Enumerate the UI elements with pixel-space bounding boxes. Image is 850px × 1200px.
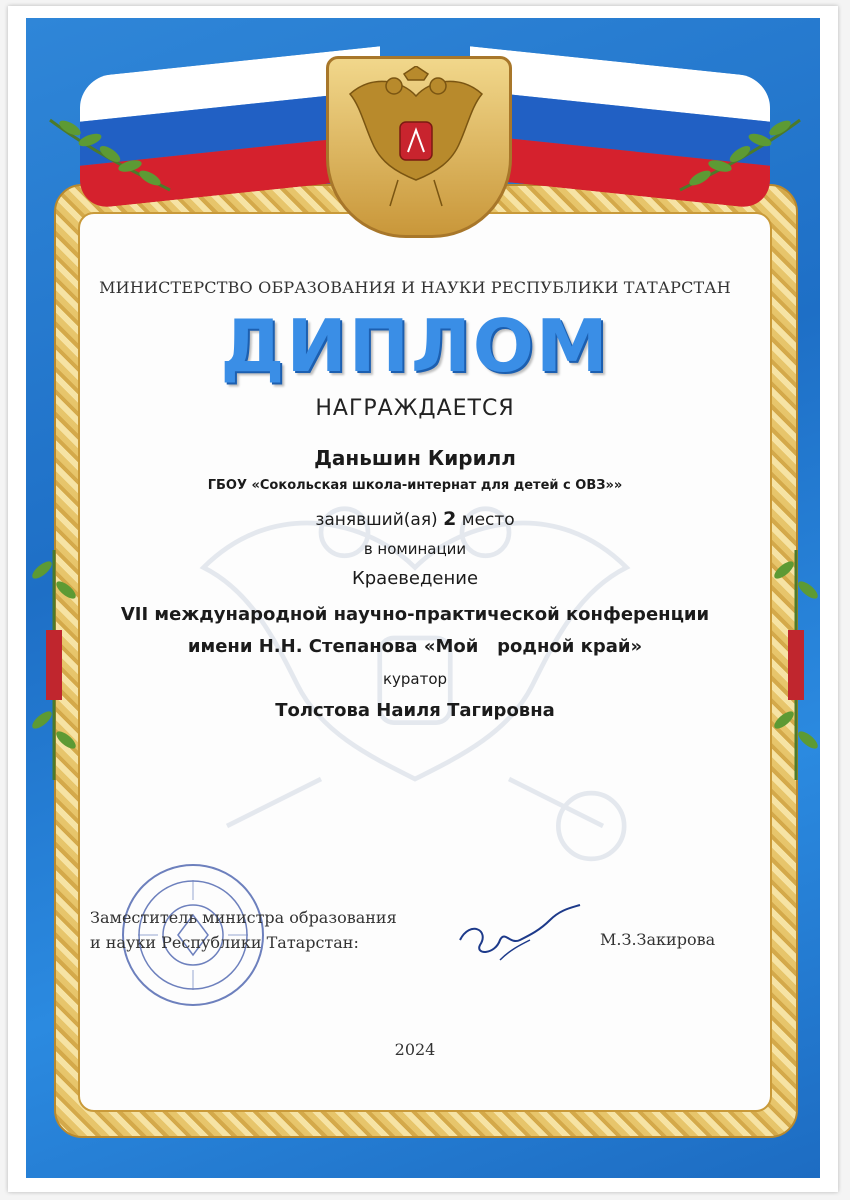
laurel-branch-icon	[670, 110, 810, 200]
russian-coat-of-arms-icon	[338, 66, 494, 216]
diploma-year: 2024	[394, 1040, 436, 1059]
curator-name: Толстова Наиля Тагировна	[275, 700, 555, 721]
school-name: ГБОУ «Сокольская школа-интернат для детей с ОВЗ»»	[207, 478, 623, 493]
place-suffix: место	[461, 510, 515, 530]
laurel-branch-icon	[766, 540, 826, 790]
nomination-label: в номинации	[363, 540, 467, 558]
awarded-label: НАГРАЖДАЕТСЯ	[315, 396, 515, 421]
curator-label: куратор	[382, 670, 448, 688]
place-value: 2	[443, 508, 457, 530]
signer-title-line-2: и науки Республики Татарстан:	[90, 933, 359, 952]
conference-line-2: имени Н.Н. Степанова «Мой родной край»	[187, 636, 643, 657]
place-line	[70, 508, 760, 530]
signer-name: М.З.Закирова	[600, 930, 716, 949]
ministry-name: МИНИСТЕРСТВО ОБРАЗОВАНИЯ И НАУКИ РЕСПУБЛИКИ ТАТАРСТАН	[99, 278, 731, 297]
signature-icon	[450, 900, 590, 970]
nomination-value: Краеведение	[351, 568, 479, 589]
place-prefix: занявший(ая)	[315, 510, 438, 530]
signer-title	[90, 905, 397, 955]
diploma-title: ДИПЛОМ	[220, 304, 610, 388]
conference-line-1: VII международной научно-практической конференции	[120, 604, 710, 625]
signer-title-line-1: Заместитель министра образования	[90, 908, 397, 927]
recipient-name: Даньшин Кирилл	[314, 446, 516, 470]
laurel-branch-icon	[40, 110, 180, 200]
